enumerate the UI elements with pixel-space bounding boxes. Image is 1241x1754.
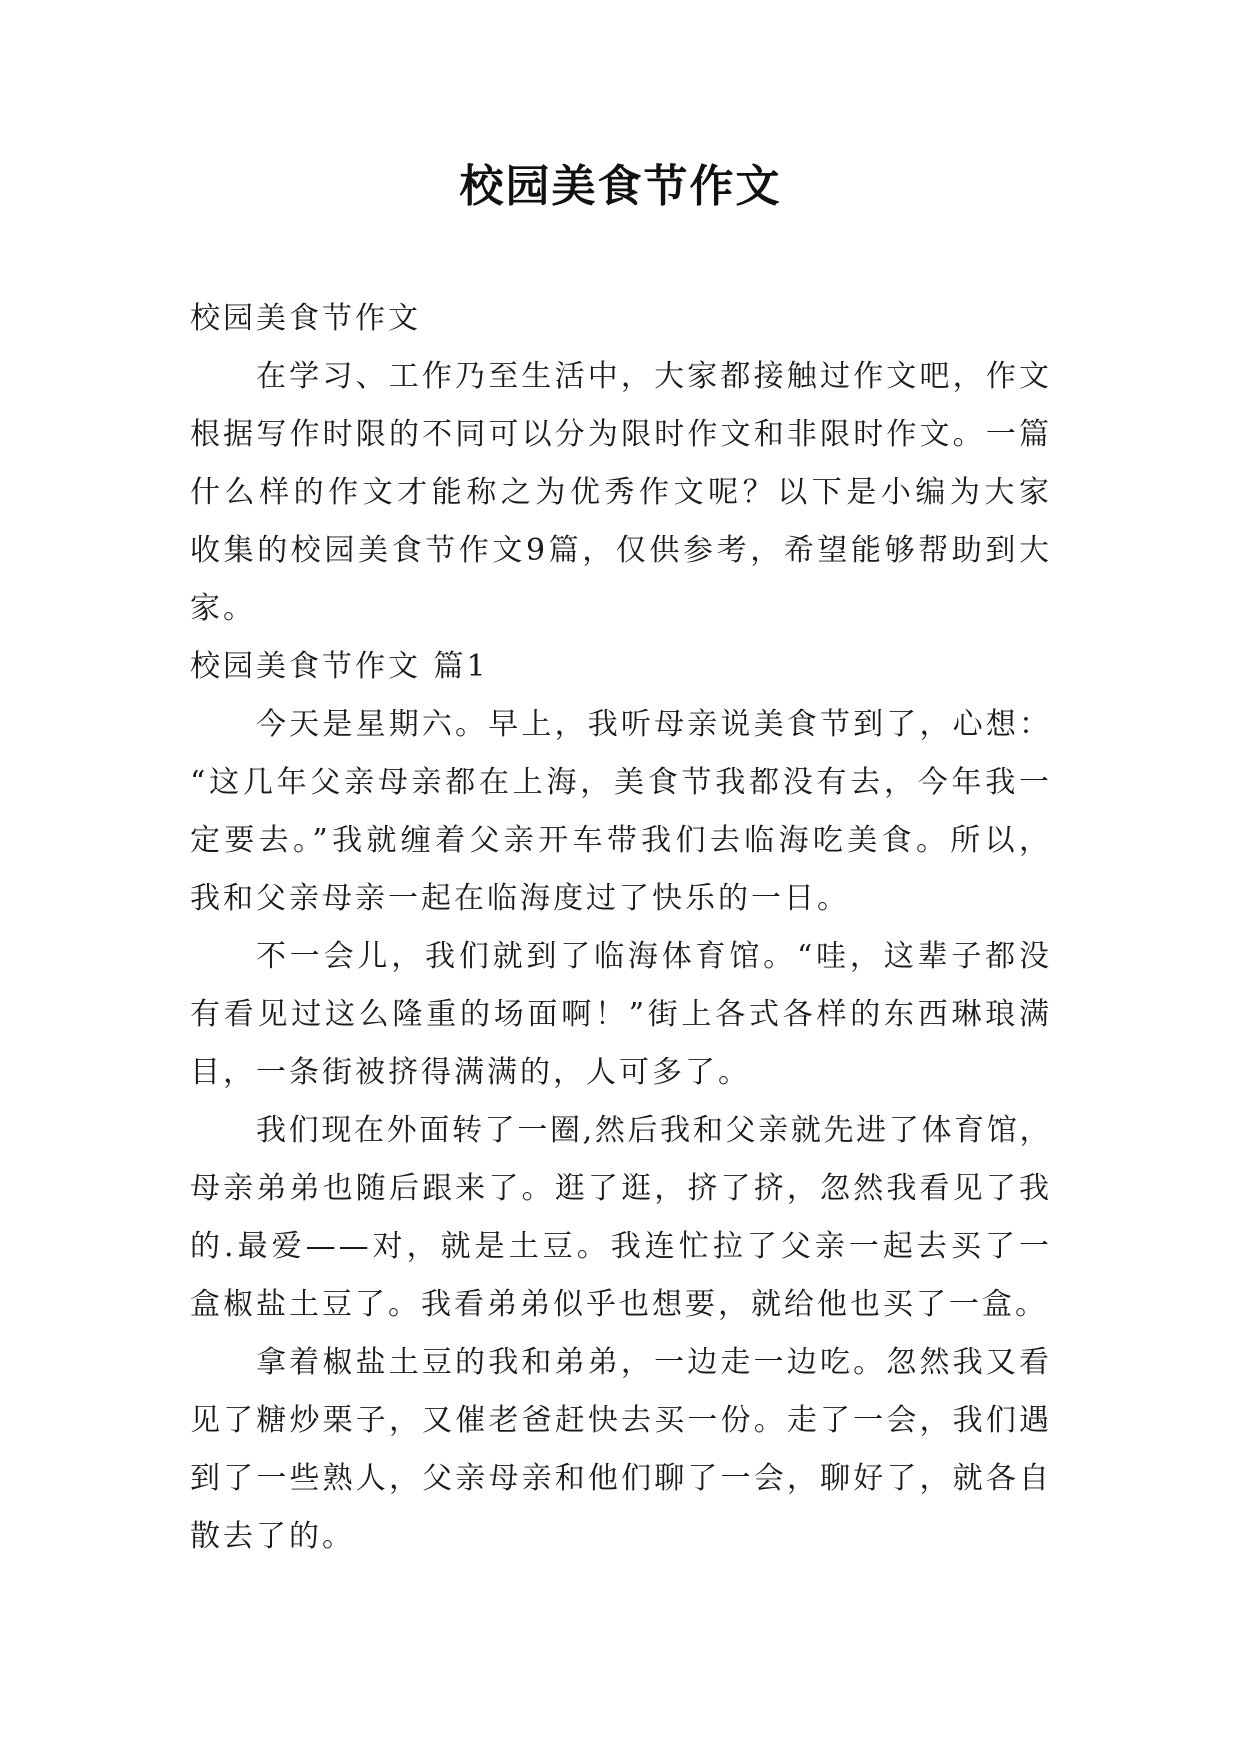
paragraph-line: 我们现在外面转了一圈,然后我和父亲就先进了体育馆， — [256, 1113, 1052, 1148]
paragraph-line: 收集的校园美食节作文9篇，仅供参考，希望能够帮助到大 — [190, 533, 1052, 568]
paragraph-line: 有看见过这么隆重的场面啊！”街上各式各样的东西琳琅满 — [190, 997, 1052, 1032]
paragraph-line: 今天是星期六。早上，我听母亲说美食节到了，心想： — [256, 707, 1052, 742]
paragraph-line: 定要去。”我就缠着父亲开车带我们去临海吃美食。所以， — [190, 823, 1052, 858]
paragraph-line: 我和父亲母亲一起在临海度过了快乐的一日。 — [190, 881, 850, 916]
paragraph-line: 什么样的作文才能称之为优秀作文呢？以下是小编为大家 — [190, 475, 1052, 510]
paragraph-line: 家。 — [190, 591, 256, 626]
section-heading: 校园美食节作文 — [190, 301, 421, 336]
paragraph-line: 盒椒盐土豆了。我看弟弟似乎也想要，就给他也买了一盒。 — [190, 1287, 1048, 1322]
paragraph-line: 母亲弟弟也随后跟来了。逛了逛，挤了挤，忽然我看见了我 — [190, 1171, 1052, 1206]
paragraph-line: “这几年父亲母亲都在上海，美食节我都没有去，今年我一 — [190, 765, 1052, 800]
paragraph-line: 在学习、工作乃至生活中，大家都接触过作文吧，作文 — [256, 359, 1052, 394]
paragraph-line: 到了一些熟人，父亲母亲和他们聊了一会，聊好了，就各自 — [190, 1461, 1052, 1496]
paragraph-line: 拿着椒盐土豆的我和弟弟，一边走一边吃。忽然我又看 — [256, 1345, 1052, 1380]
section-heading: 校园美食节作文 篇1 — [190, 649, 489, 684]
document-title: 校园美食节作文 — [459, 161, 782, 212]
paragraph-line: 目，一条街被挤得满满的，人可多了。 — [190, 1055, 751, 1090]
paragraph-line: 不一会儿，我们就到了临海体育馆。“哇，这辈子都没 — [256, 939, 1052, 974]
paragraph-line: 根据写作时限的不同可以分为限时作文和非限时作文。一篇 — [190, 417, 1052, 452]
paragraph-line: 的.最爱——对，就是土豆。我连忙拉了父亲一起去买了一 — [190, 1229, 1052, 1264]
paragraph-line: 见了糖炒栗子，又催老爸赶快去买一份。走了一会，我们遇 — [190, 1403, 1052, 1438]
paragraph-line: 散去了的。 — [190, 1519, 355, 1554]
document-body — [190, 290, 1052, 1566]
